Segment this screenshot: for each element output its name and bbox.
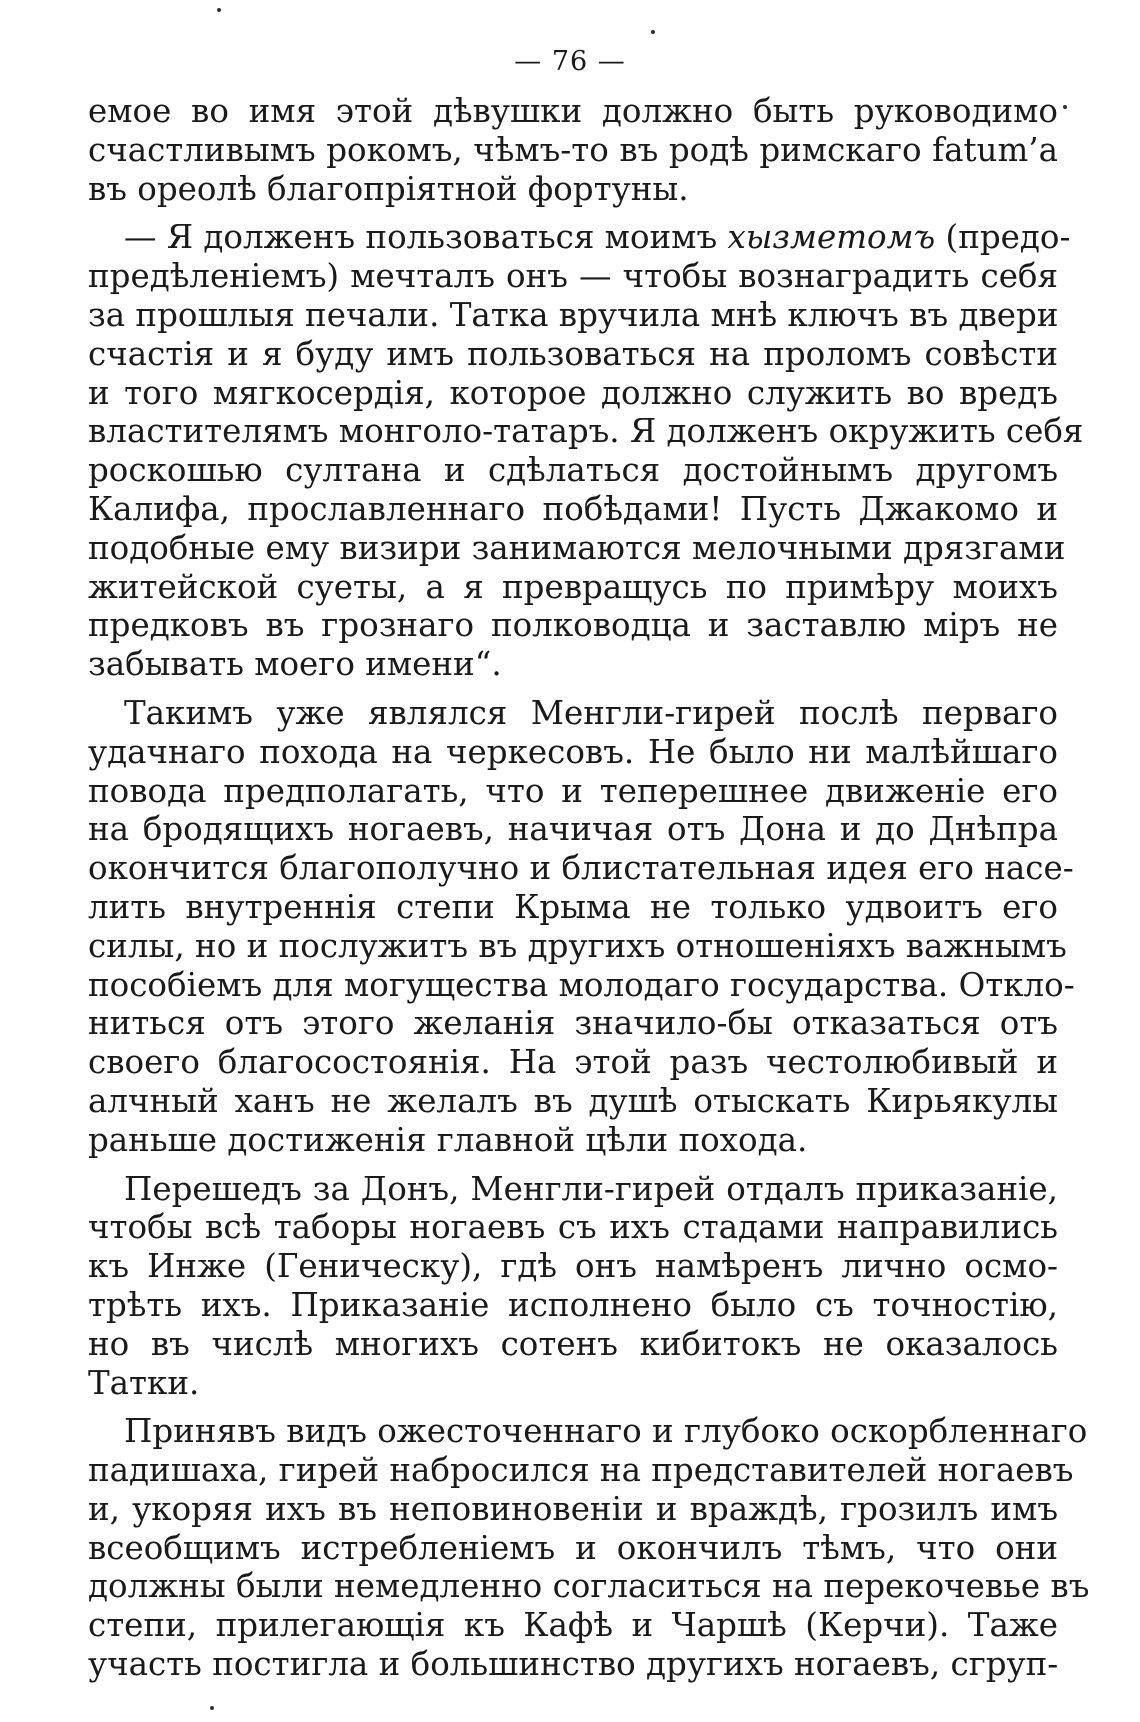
text-line: лить внутреннія степи Крыма не только удвоитъ его — [88, 887, 1058, 926]
text-line: счастія и я буду имъ пользоваться на проломъ совѣсти — [88, 334, 1058, 373]
print-speck — [217, 8, 221, 12]
text-line: повода предполагать, что и теперешнее движеніе его — [88, 771, 1058, 810]
text-line: трѣть ихъ. Приказаніе исполнено было съ точностію, — [88, 1285, 1058, 1324]
page-number: — 76 — — [514, 46, 626, 77]
text-line: и того мягкосердія, которое должно служить во вредъ — [88, 373, 1058, 412]
text-line: пособіемъ для могущества молодаго государства. Откло- — [88, 965, 1075, 1004]
text-line: силы, но и послужитъ въ другихъ отношеніяхъ важнымъ — [88, 926, 1067, 965]
text-line: предѣленіемъ) мечталъ онъ — чтобы вознаградить себя — [88, 257, 1058, 296]
text-line: въ ореолѣ благопріятной фортуны. — [88, 169, 689, 208]
text-line: счастливымъ рокомъ, чѣмъ-то въ родѣ римскаго fatum’а — [88, 130, 1058, 169]
text-line: и, укоряя ихъ въ неповиновеніи и враждѣ, грозилъ имъ — [88, 1489, 1058, 1528]
text-line: но въ числѣ многихъ сотенъ кибитокъ не оказалось — [88, 1324, 1058, 1363]
print-speck — [210, 1706, 214, 1710]
text-line: Такимъ уже являлся Менгли-гирей послѣ перваго — [124, 693, 1058, 732]
text-line: алчный ханъ не желалъ въ душѣ отыскать Кирьякулы — [88, 1081, 1058, 1120]
print-speck — [1063, 105, 1067, 109]
text-line: падишаха, гирей набросился на представителей ногаевъ — [88, 1451, 1074, 1490]
text-line: удачнаго похода на черкесовъ. Не было ни малѣйшаго — [88, 732, 1058, 771]
text-line: — Я долженъ пользоваться моимъ хызметомъ (предо- — [124, 218, 1071, 257]
text-line: предковъ въ грознаго полководца и заставлю міръ не — [88, 606, 1058, 645]
text-line: Перешедъ за Донъ, Менгли-гирей отдалъ приказаніе, — [124, 1169, 1058, 1208]
text-line: властителямъ монголо-татаръ. Я долженъ окружить себя — [88, 412, 1084, 451]
paragraph-gap — [88, 208, 1058, 218]
print-speck — [651, 30, 655, 34]
text-line: Принявъ видъ ожесточеннаго и глубоко оскорбленнаго — [124, 1412, 1088, 1451]
text-line: за прошлыя печали. Татка вручила мнѣ ключъ въ двери — [88, 295, 1059, 334]
text-line: степи, прилегающія къ Кафѣ и Чаршѣ (Керчи). Таже — [88, 1606, 1058, 1645]
text-line: Калифа, прославленнаго побѣдами! Пусть Джакомо и — [88, 489, 1058, 528]
body-text — [88, 92, 1090, 1684]
text-line: всеобщимъ истребленіемъ и окончилъ тѣмъ, что они — [88, 1528, 1058, 1567]
text-line: окончится благополучно и блистательная идея его насе- — [88, 849, 1074, 888]
paragraph-gap — [88, 1160, 1058, 1170]
italic-word: хызметомъ — [727, 218, 936, 257]
text-line: чтобы всѣ таборы ногаевъ съ ихъ стадами направились — [88, 1208, 1058, 1247]
paragraph-gap — [88, 1402, 1058, 1412]
text-line: своего благосостоянія. На этой разъ честолюбивый и — [88, 1043, 1058, 1082]
text-line: подобные ему визири занимаются мелочными дрязгами — [88, 528, 1066, 567]
text-line: емое во имя этой дѣвушки должно быть руководимо — [88, 92, 1058, 130]
text-line: Татки. — [88, 1363, 200, 1402]
text-line: житейской суеты, а я превращусь по примѣру моихъ — [88, 567, 1058, 606]
text-line: должны были немедленно согласиться на перекочевье въ — [88, 1567, 1090, 1606]
paragraph-gap — [88, 684, 1058, 694]
text-line: раньше достиженія главной цѣли похода. — [88, 1120, 808, 1159]
text-line: роскошью султана и сдѣлаться достойнымъ другомъ — [88, 451, 1058, 490]
text-line: ниться отъ этого желанія значило-бы отказаться отъ — [88, 1004, 1058, 1043]
text-line: забывать моего имени“. — [88, 645, 502, 684]
text-line: къ Инже (Геническу), гдѣ онъ намѣренъ лично осмо- — [88, 1247, 1058, 1286]
text-line: участь постигла и большинство другихъ ногаевъ, сгруп- — [88, 1645, 1059, 1684]
text-line: на бродящихъ ногаевъ, начичая отъ Дона и до Днѣпра — [88, 810, 1058, 849]
